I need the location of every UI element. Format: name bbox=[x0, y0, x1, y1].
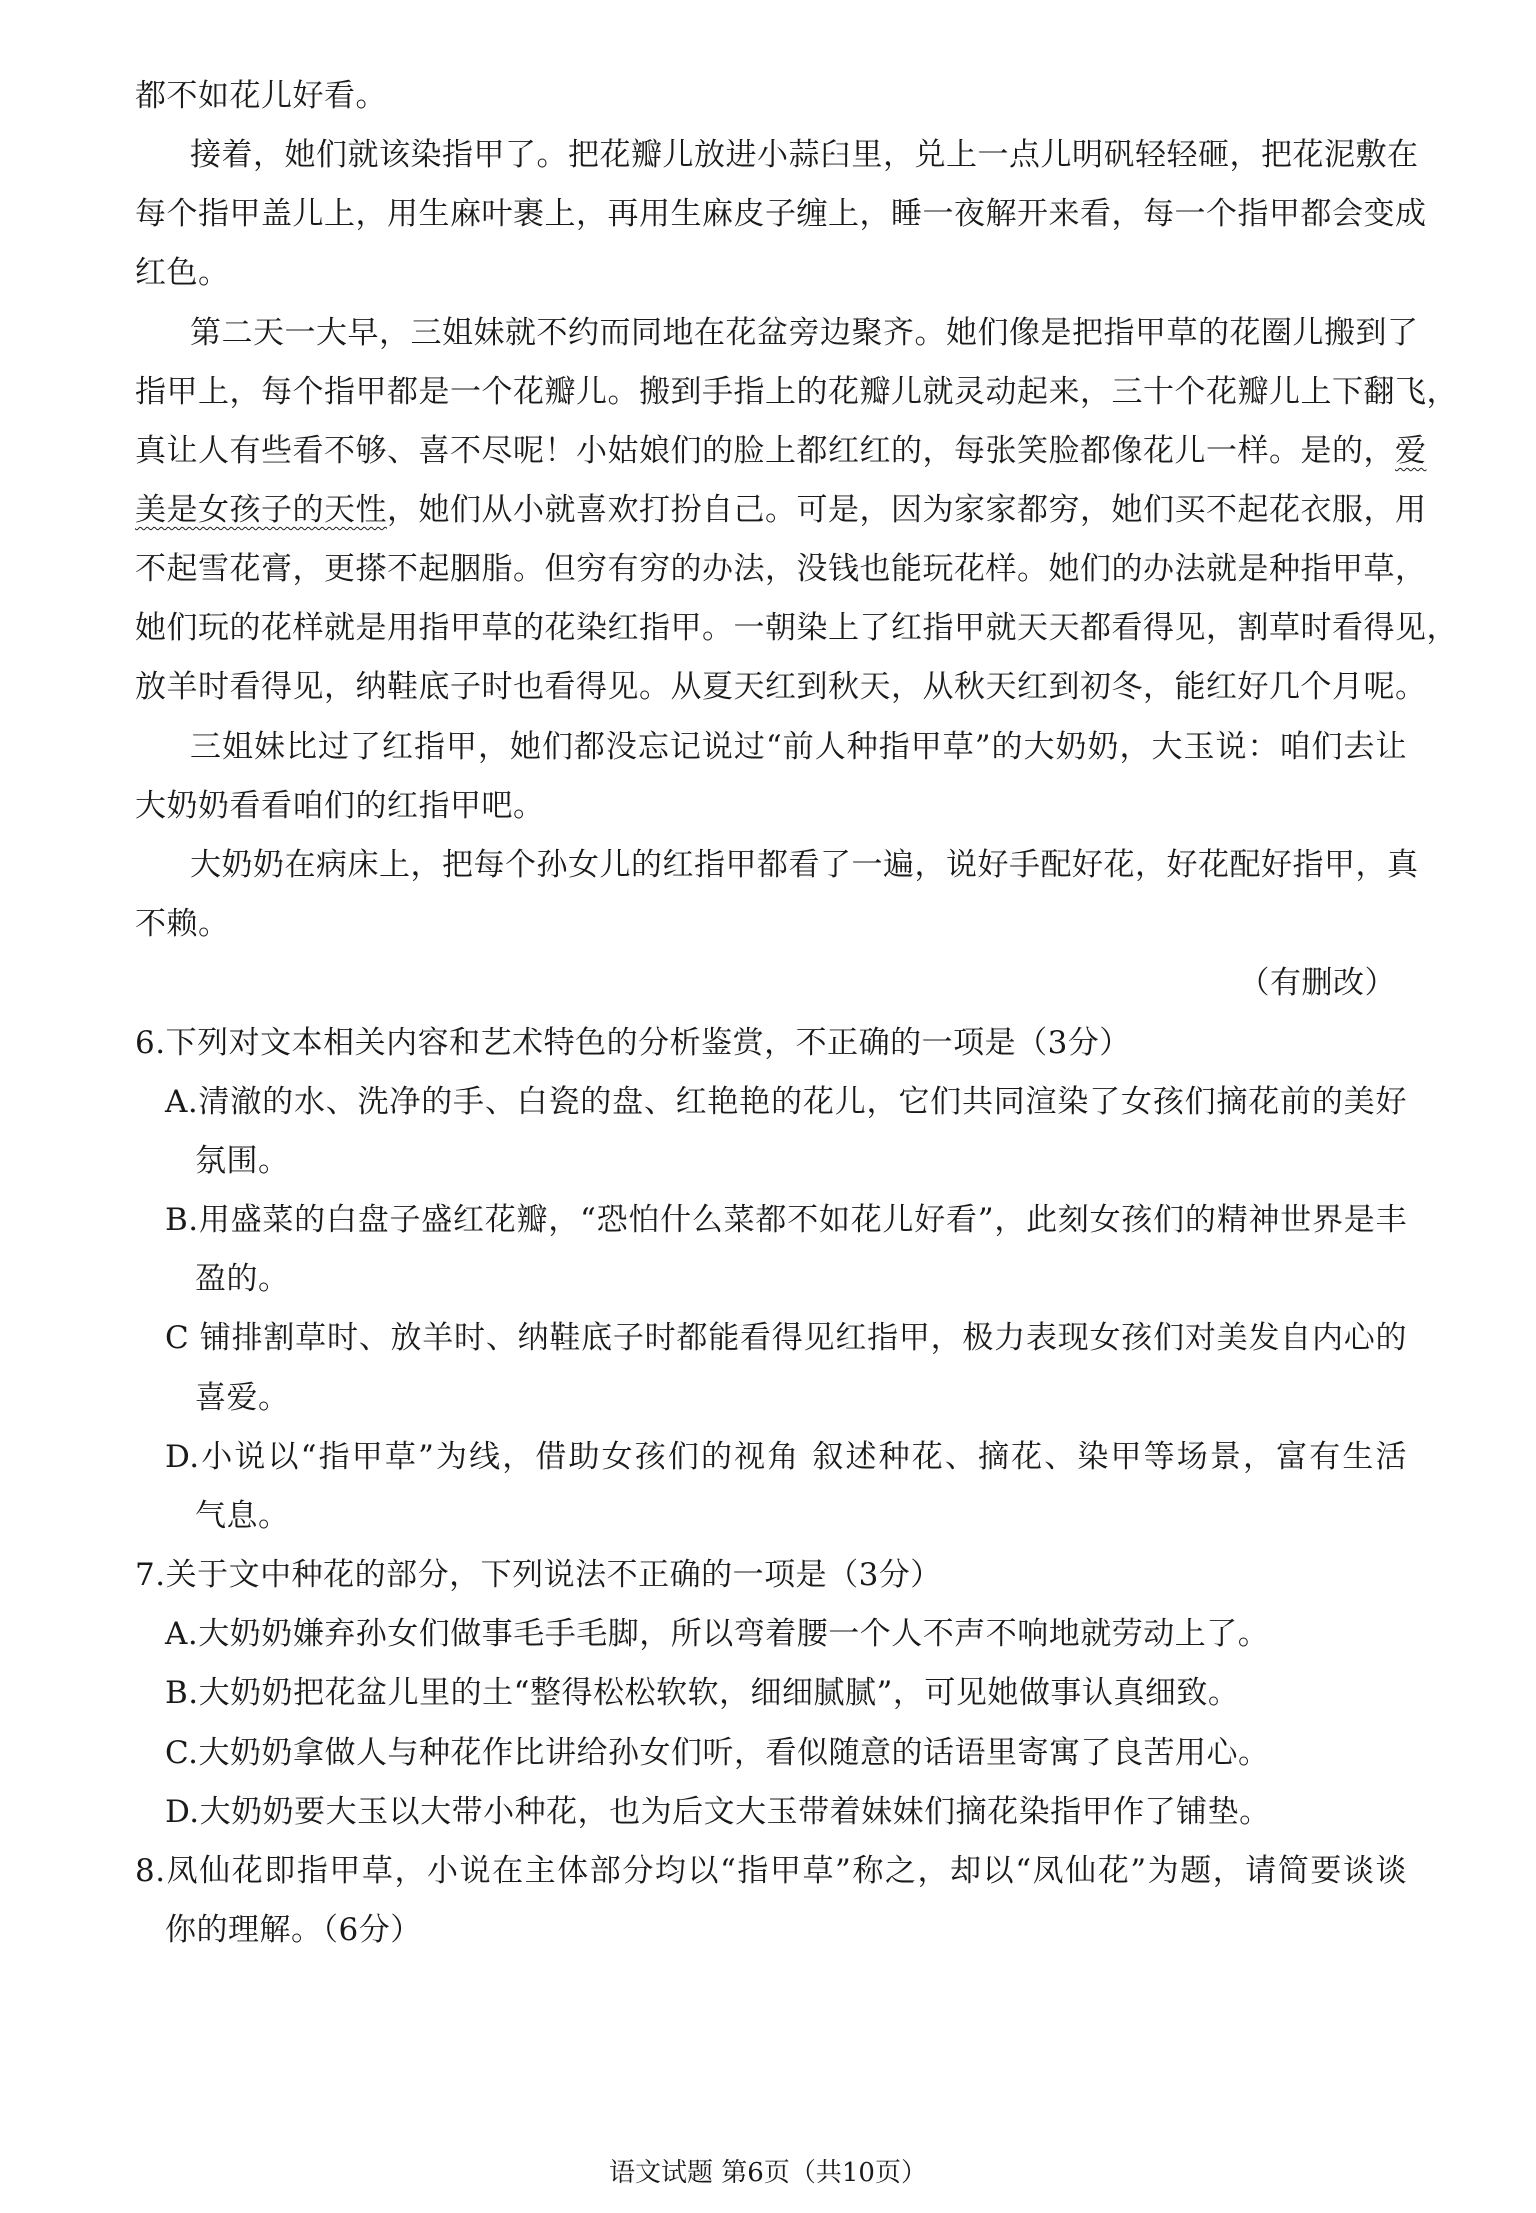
passage-line: 放羊时看得见，纳鞋底子时也看得见。从夏天红到秋天，从秋天红到初冬，能红好几个月呢。 bbox=[135, 669, 1427, 705]
passage-line: 大奶奶在病床上，把每个孙女儿的红指甲都看了一遍，说好手配好花，好花配好指甲，真 bbox=[190, 847, 1419, 883]
question-7-option-a: A.大奶奶嫌弃孙女们做事毛手毛脚，所以弯着腰一个人不声不响地就劳动上了。 bbox=[165, 1616, 1270, 1652]
underlined-text: 爱 bbox=[1395, 433, 1427, 469]
question-6-option-d-cont: 气息。 bbox=[195, 1498, 290, 1534]
question-6-option-d: D.小说以“指甲草”为线，借助女孩们的视角 叙述种花、摘花、染甲等场景，富有生活 bbox=[165, 1439, 1407, 1475]
question-6-option-b: B.用盛菜的白盘子盛红花瓣，“恐怕什么菜都不如花儿好看”，此刻女孩们的精神世界是丰 bbox=[165, 1202, 1407, 1238]
question-7-stem: 7.关于文中种花的部分，下列说法不正确的一项是（3分） bbox=[135, 1557, 942, 1593]
passage-line: 大奶奶看看咱们的红指甲吧。 bbox=[135, 788, 545, 824]
question-6-option-a-cont: 氛围。 bbox=[195, 1143, 290, 1179]
passage-line: 三姐妹比过了红指甲，她们都没忘记说过“前人种指甲草”的大奶奶，大玉说：咱们去让 bbox=[190, 729, 1407, 765]
passage-line: 都不如花儿好看。 bbox=[135, 78, 387, 114]
passage-line: 不赖。 bbox=[135, 906, 230, 942]
passage-line: 不起雪花膏，更搽不起胭脂。但穷有穷的办法，没钱也能玩花样。她们的办法就是种指甲草， bbox=[135, 551, 1427, 587]
question-6-option-c: C 铺排割草时、放羊时、纳鞋底子时都能看得见红指甲，极力表现女孩们对美发自内心的 bbox=[165, 1320, 1407, 1356]
passage-line: 指甲上，每个指甲都是一个花瓣儿。搬到手指上的花瓣儿就灵动起来，三十个花瓣儿上下翻飞， bbox=[135, 374, 1458, 410]
question-7-option-d: D.大奶奶要大玉以大带小种花，也为后文大玉带着妹妹们摘花染指甲作了铺垫。 bbox=[165, 1794, 1271, 1830]
question-8-stem-cont: 你的理解。（6分） bbox=[165, 1912, 422, 1948]
question-7-option-c: C.大奶奶拿做人与种花作比讲给孙女们听，看似随意的话语里寄寓了良苦用心。 bbox=[165, 1735, 1270, 1771]
passage-line bbox=[135, 490, 1427, 530]
edit-note: （有删改） bbox=[1238, 965, 1396, 1001]
passage-line: 她们玩的花样就是用指甲草的花染红指甲。一朝染上了红指甲就天天都看得见，割草时看得见， bbox=[135, 610, 1458, 646]
passage-text: 真让人有些看不够、喜不尽呢！小姑娘们的脸上都红红的，每张笑脸都像花儿一样。是的， bbox=[135, 433, 1395, 469]
question-6-option-c-cont: 喜爱。 bbox=[195, 1380, 290, 1416]
question-6-option-a: A.清澈的水、洗净的手、白瓷的盘、红艳艳的花儿，它们共同渲染了女孩们摘花前的美好 bbox=[165, 1084, 1407, 1120]
passage-line: 第二天一大早，三姐妹就不约而同地在花盆旁边聚齐。她们像是把指甲草的花圈儿搬到了 bbox=[190, 315, 1419, 351]
passage-line: 接着，她们就该染指甲了。把花瓣儿放进小蒜臼里，兑上一点儿明矾轻轻砸，把花泥敷在 bbox=[190, 137, 1419, 173]
passage-line bbox=[135, 431, 1427, 471]
underlined-text: 美是女孩子的天性 bbox=[135, 492, 387, 528]
page-footer: 语文试题 第6页（共10页） bbox=[609, 2158, 927, 2188]
passage-line: 每个指甲盖儿上，用生麻叶裹上，再用生麻皮子缠上，睡一夜解开来看，每一个指甲都会变成 bbox=[135, 196, 1427, 232]
question-6-stem: 6.下列对文本相关内容和艺术特色的分析鉴赏，不正确的一项是（3分） bbox=[135, 1025, 1131, 1061]
question-6-option-b-cont: 盈的。 bbox=[195, 1261, 290, 1297]
passage-text: ，她们从小就喜欢打扮自己。可是，因为家家都穷，她们买不起花衣服，用 bbox=[387, 492, 1427, 528]
question-8-stem: 8.凤仙花即指甲草，小说在主体部分均以“指甲草”称之，却以“凤仙花”为题，请简要谈谈 bbox=[135, 1853, 1407, 1889]
passage-line: 红色。 bbox=[135, 255, 230, 291]
question-7-option-b: B.大奶奶把花盆儿里的土“整得松松软软，细细腻腻”，可见她做事认真细致。 bbox=[165, 1675, 1240, 1711]
